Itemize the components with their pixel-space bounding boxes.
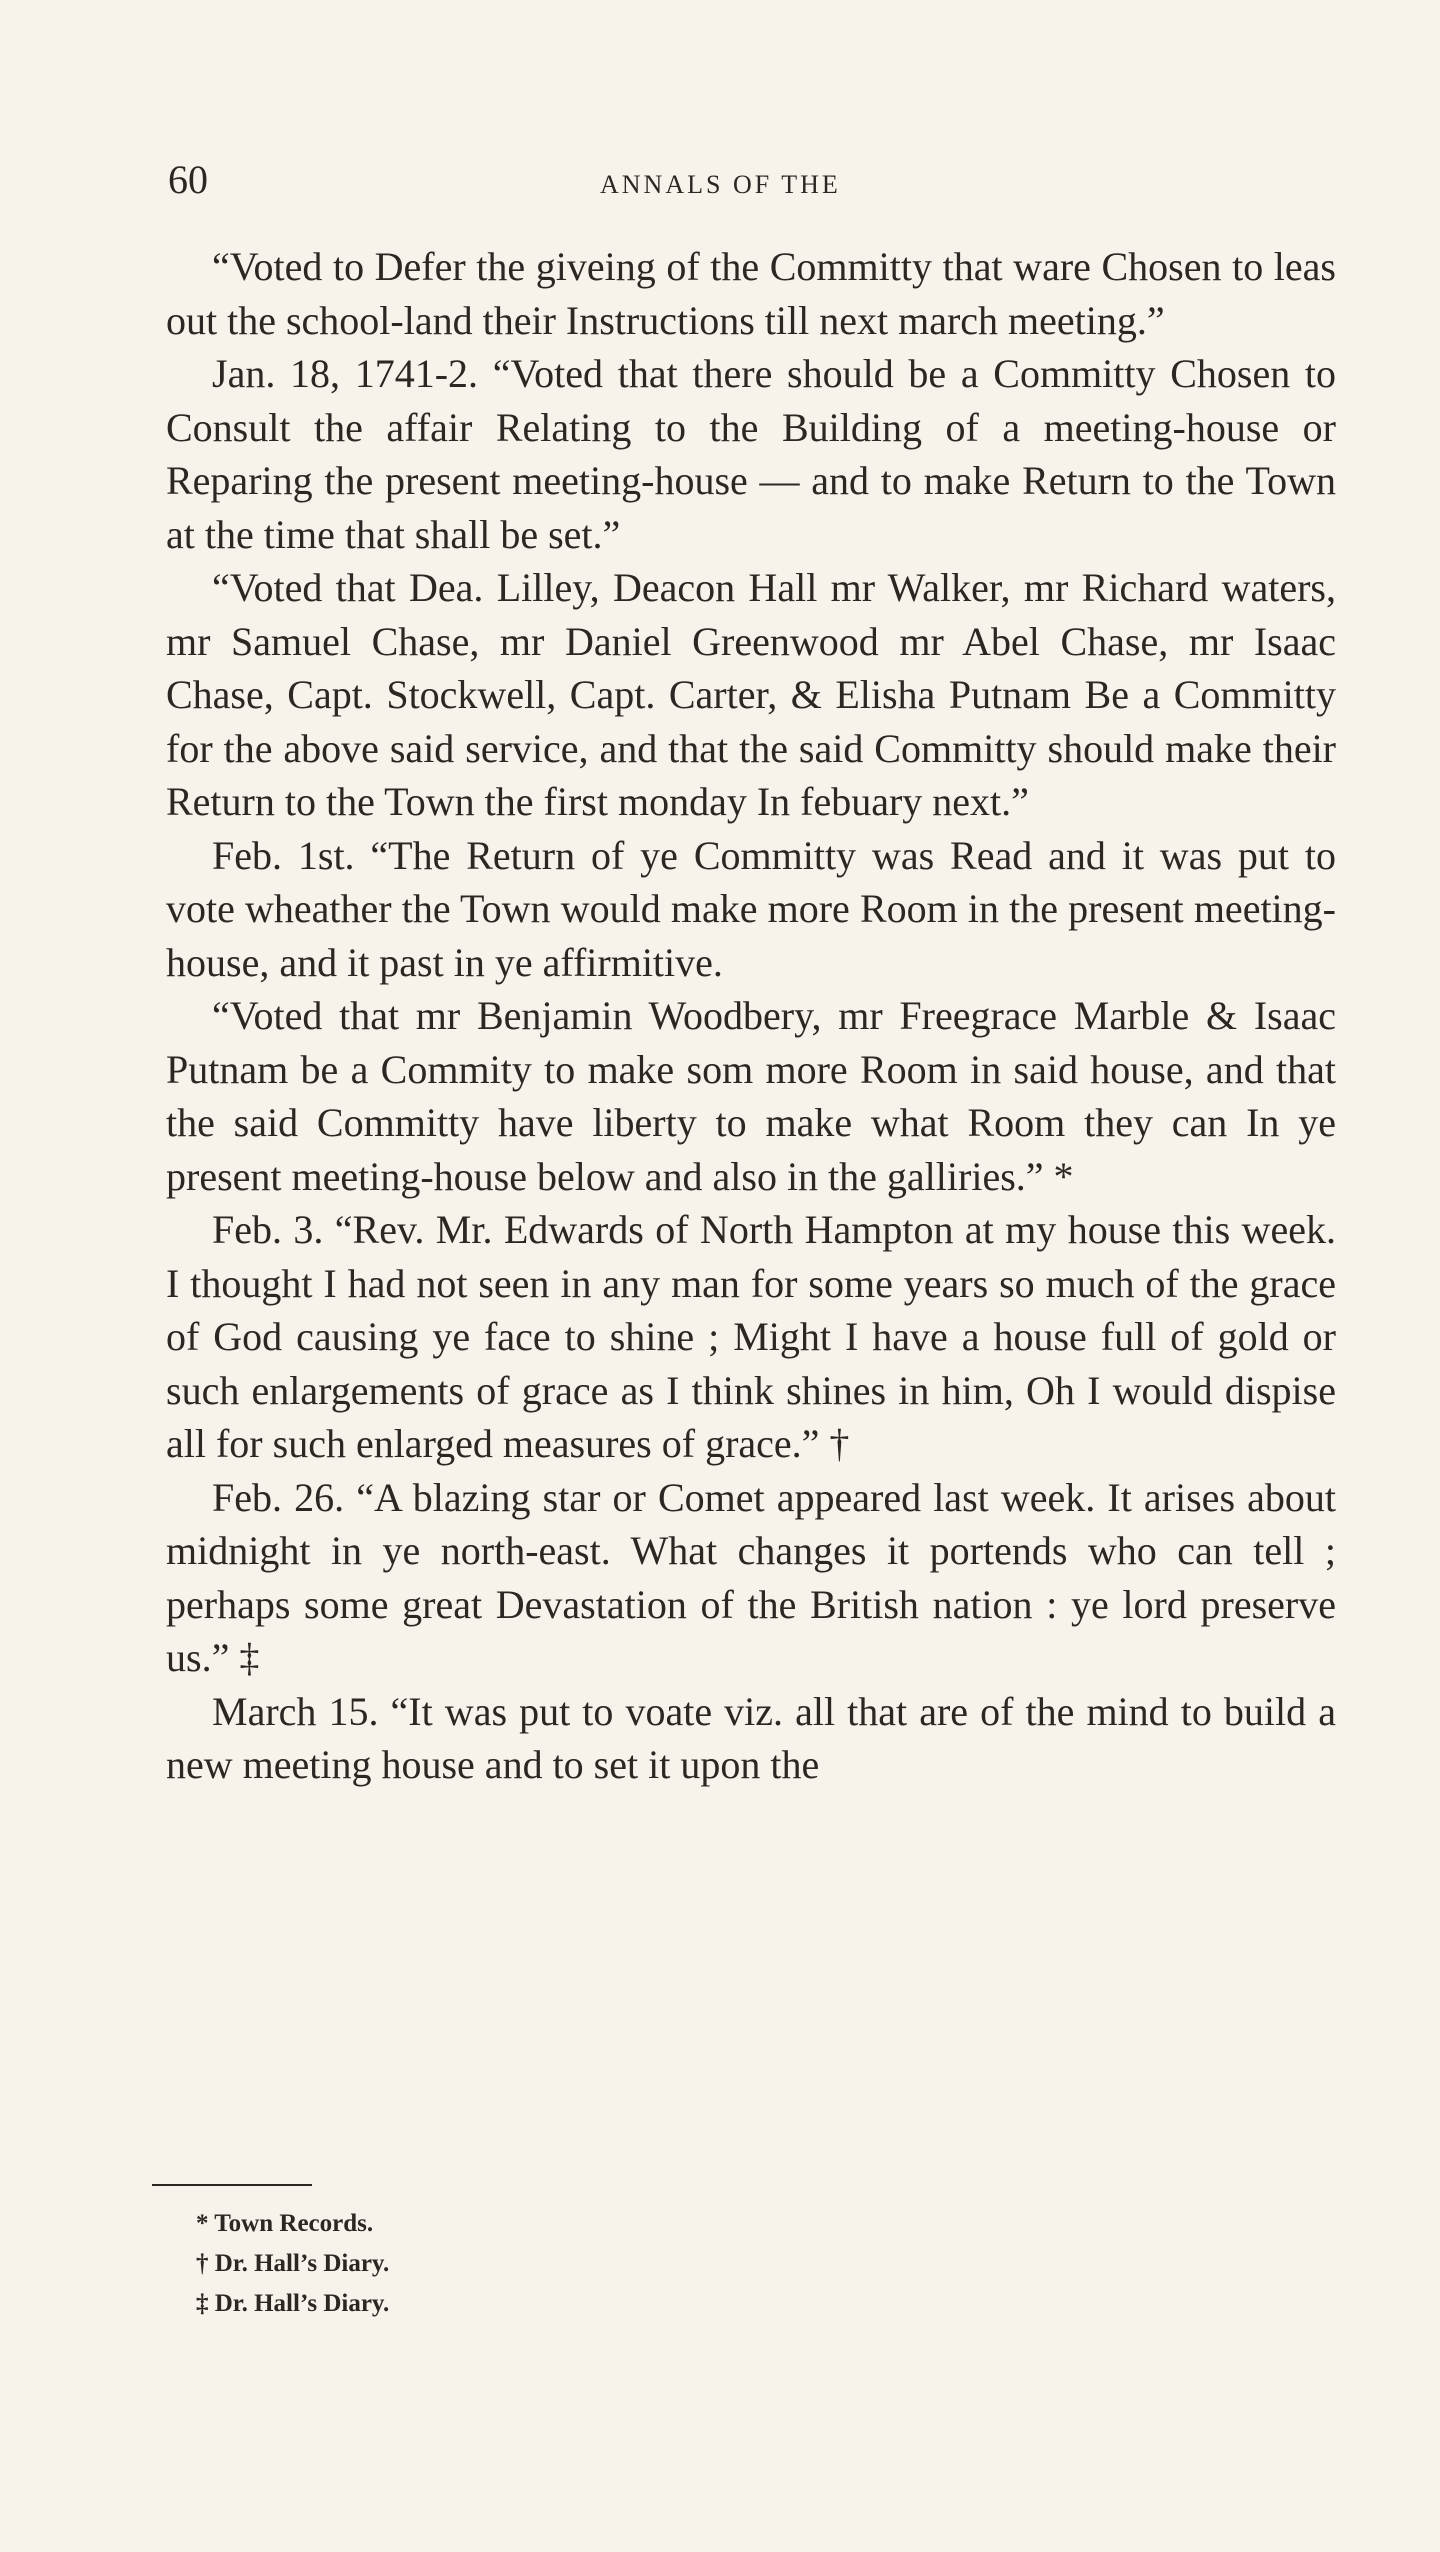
footnote-rule — [152, 2184, 312, 2186]
paragraph: Feb. 3. “Rev. Mr. Edwards of North Hampton at my house this week. I thought I had not seen in any man for some years so much of the grace of God causing ye face to shine ; Might I have a house full of gold or such enlargements of grace as I think shines in him, Oh I would dispise all for such enlarged measures of grace.” † — [166, 1207, 1336, 1466]
paragraph: March 15. “It was put to voate viz. all that are of the mind to build a new meeting house and to set it upon the — [166, 1688, 1336, 1787]
paragraph: Jan. 18, 1741-2. “Voted that there should be a Committy Chosen to Consult the affair Relating to the Building of a meeting-house or Reparing the present meeting-house — and to make Return to the Town at the time that shall be set.” — [166, 351, 1336, 557]
body-text — [166, 240, 1336, 1792]
paragraph: “Voted that Dea. Lilley, Deacon Hall mr Walker, mr Richard waters, mr Samuel Chase, mr Daniel Greenwood mr Abel Chase, mr Isaac Chase, Capt. Stockwell, Capt. Carter, & Elisha Putnam Be a Committy for the above said service, and that the said Committy should make their Return to the Town the first monday In febuary next.” — [166, 565, 1336, 824]
footnote: * Town Records. — [196, 2210, 374, 2237]
footnote: † Dr. Hall’s Diary. — [196, 2250, 390, 2277]
paragraph: “Voted to Defer the giveing of the Committy that ware Chosen to leas out the school-land their Instructions till next march meeting.” — [166, 244, 1336, 343]
paragraph: Feb. 26. “A blazing star or Comet appeared last week. It arises about midnight in ye north-east. What changes it portends who can tell ; perhaps some great Devastation of the British nation : ye lord preserve us.” ‡ — [166, 1474, 1336, 1680]
footnote: ‡ Dr. Hall’s Diary. — [196, 2290, 390, 2317]
paragraph: “Voted that mr Benjamin Woodbery, mr Freegrace Marble & Isaac Putnam be a Commity to make som more Room in said house, and that the said Committy have liberty to make what Room they can In ye present meeting-house below and also in the galliries.” * — [166, 993, 1336, 1199]
running-title: ANNALS OF THE — [600, 170, 841, 199]
paragraph: Feb. 1st. “The Return of ye Committy was Read and it was put to vote wheather the Town would make more Room in the present meeting-house, and it past in ye affirmitive. — [166, 832, 1336, 985]
footnotes — [196, 2204, 389, 2324]
page-number: 60 — [168, 157, 208, 202]
